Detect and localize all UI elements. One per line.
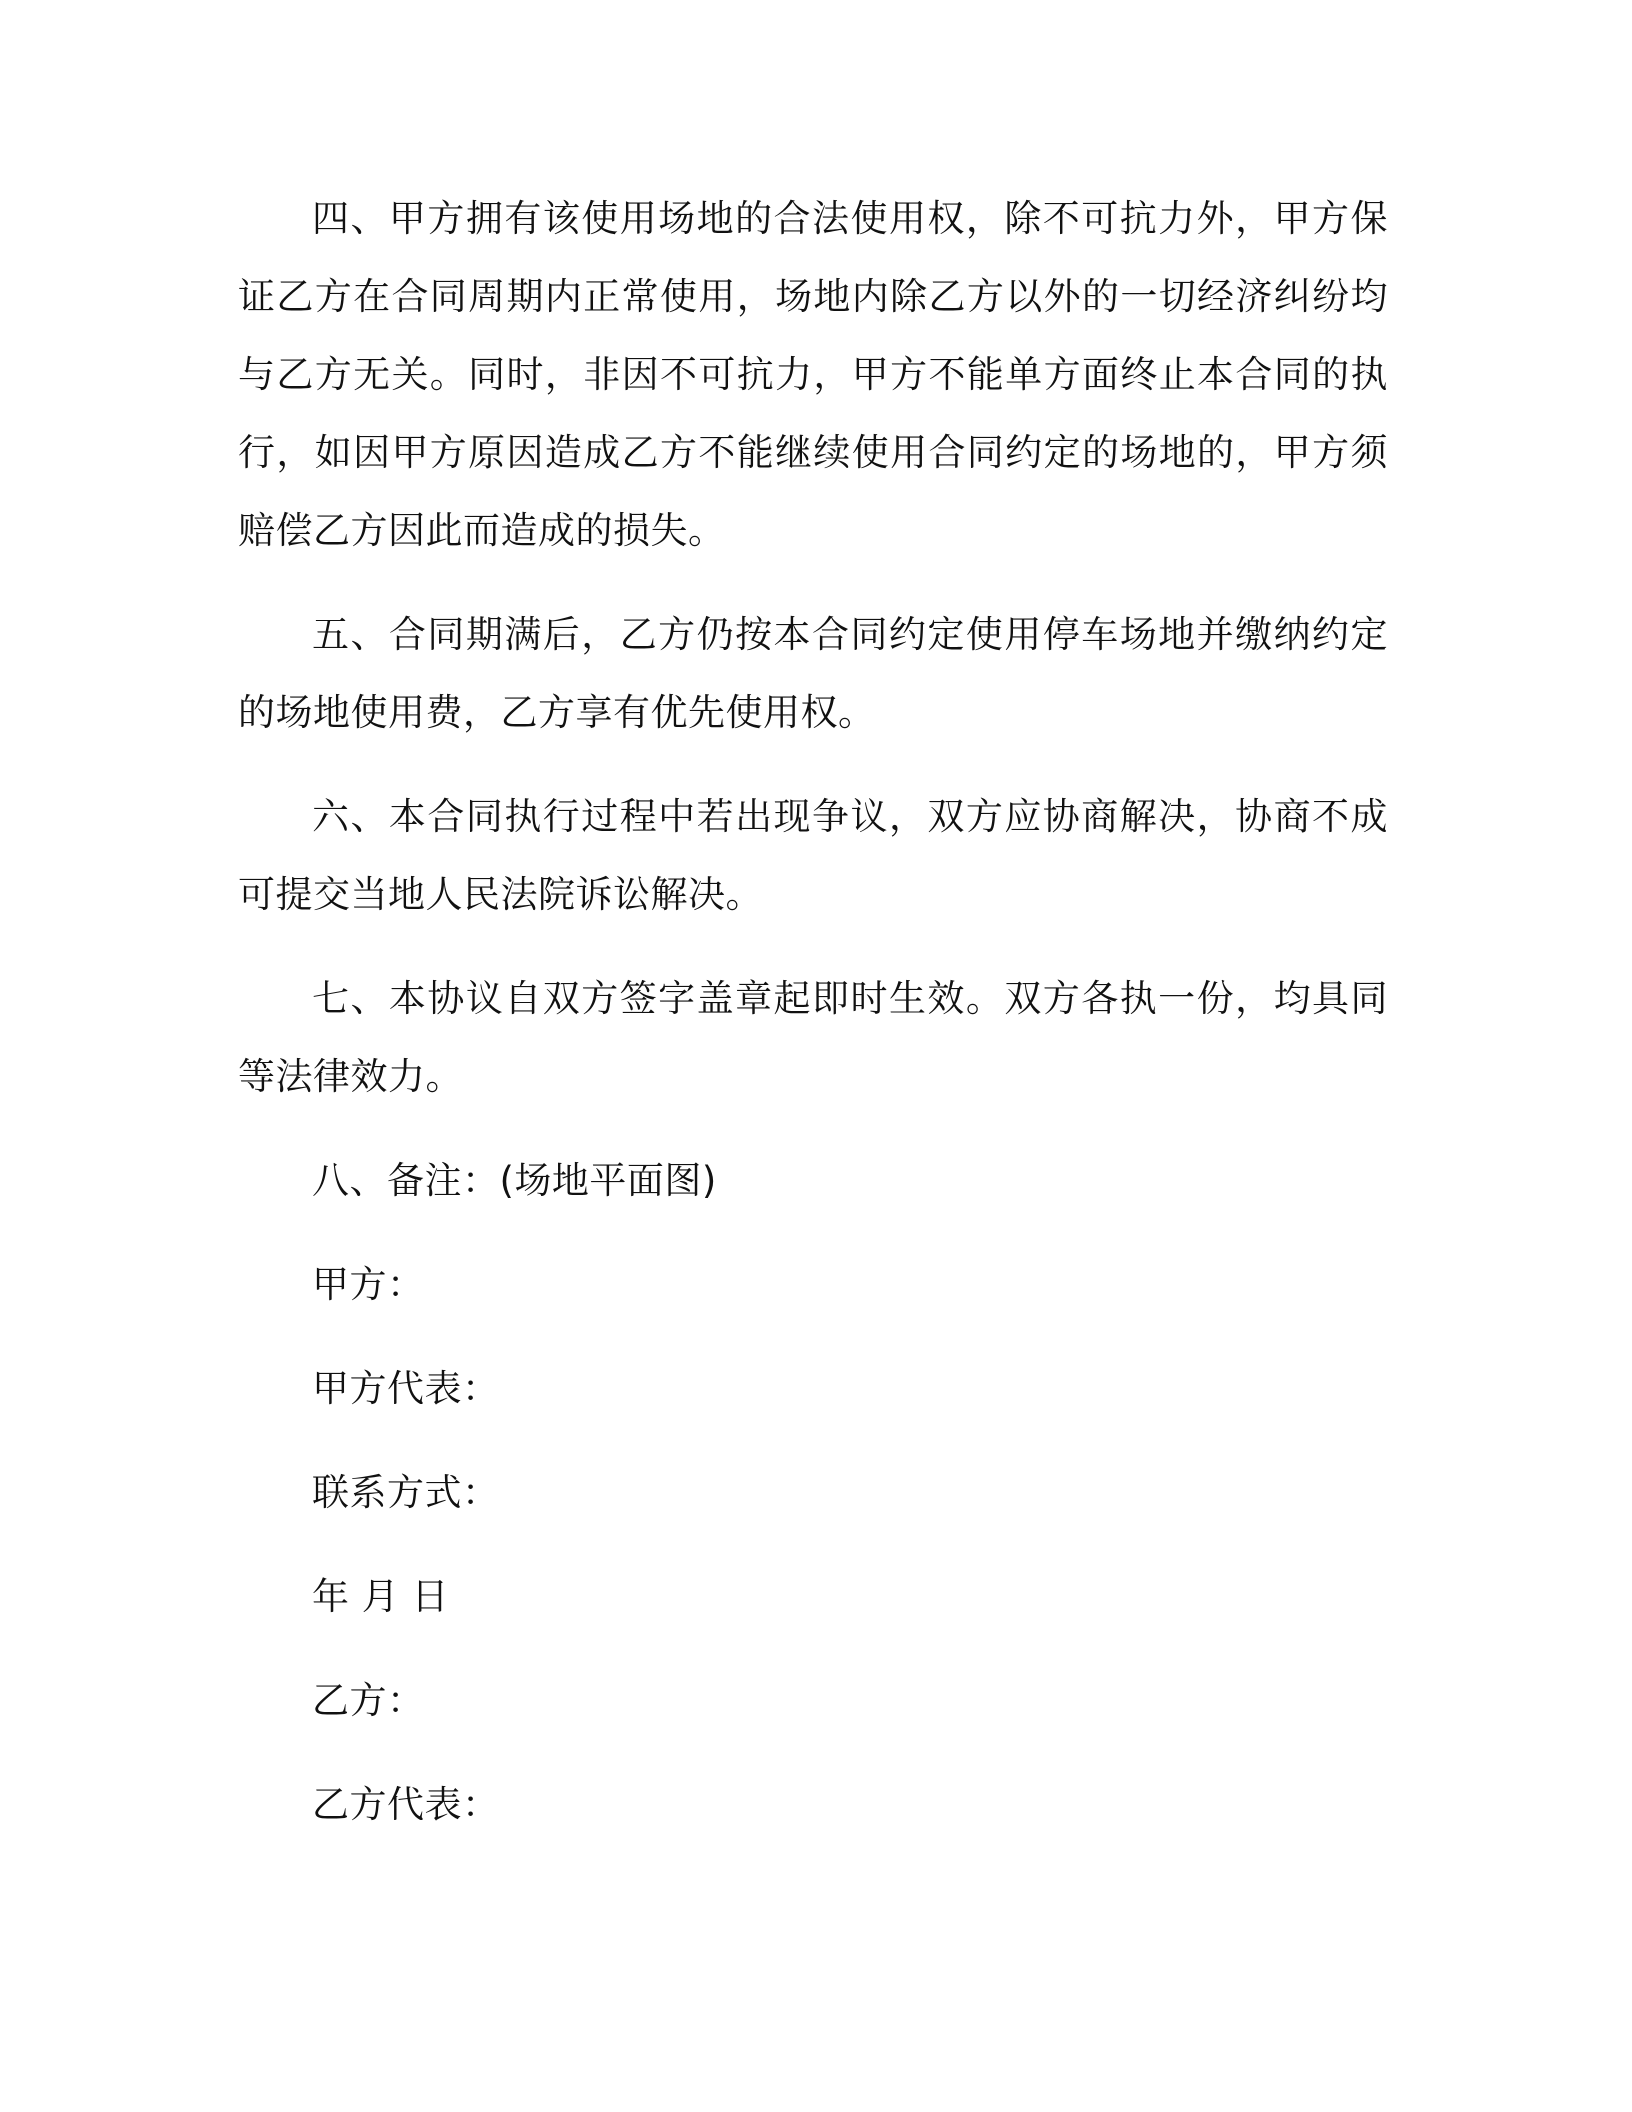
party-a-representative-label: 甲方代表：	[312, 1367, 500, 1410]
contact-info-label: 联系方式：	[312, 1471, 500, 1514]
party-a-label: 甲方：	[312, 1263, 425, 1306]
date-line: 年 月 日	[312, 1575, 450, 1618]
party-b-label: 乙方：	[312, 1679, 425, 1722]
clause-4-paragraph: 四、甲方拥有该使用场地的合法使用权，除不可抗力外，甲方保证乙方在合同周期内正常使用，场地内除乙方以外的一切经济纠纷均与乙方无关。同时，非因不可抗力，甲方不能单方面终止本合同的执行，如因甲方原因造成乙方不能继续使用合同约定的场地的，甲方须赔偿乙方因此而造成的损失。	[238, 197, 1388, 552]
clause-8-note: 八、备注：(场地平面图)	[312, 1159, 717, 1202]
clause-6-paragraph: 六、本合同执行过程中若出现争议，双方应协商解决，协商不成可提交当地人民法院诉讼解决。	[238, 795, 1388, 916]
party-b-representative-label: 乙方代表：	[312, 1783, 500, 1826]
clause-5-paragraph: 五、合同期满后，乙方仍按本合同约定使用停车场地并缴纳约定的场地使用费，乙方享有优先使用权。	[238, 613, 1388, 734]
document-body	[238, 180, 1388, 1870]
clause-7-paragraph: 七、本协议自双方签字盖章起即时生效。双方各执一份，均具同等法律效力。	[238, 977, 1388, 1098]
